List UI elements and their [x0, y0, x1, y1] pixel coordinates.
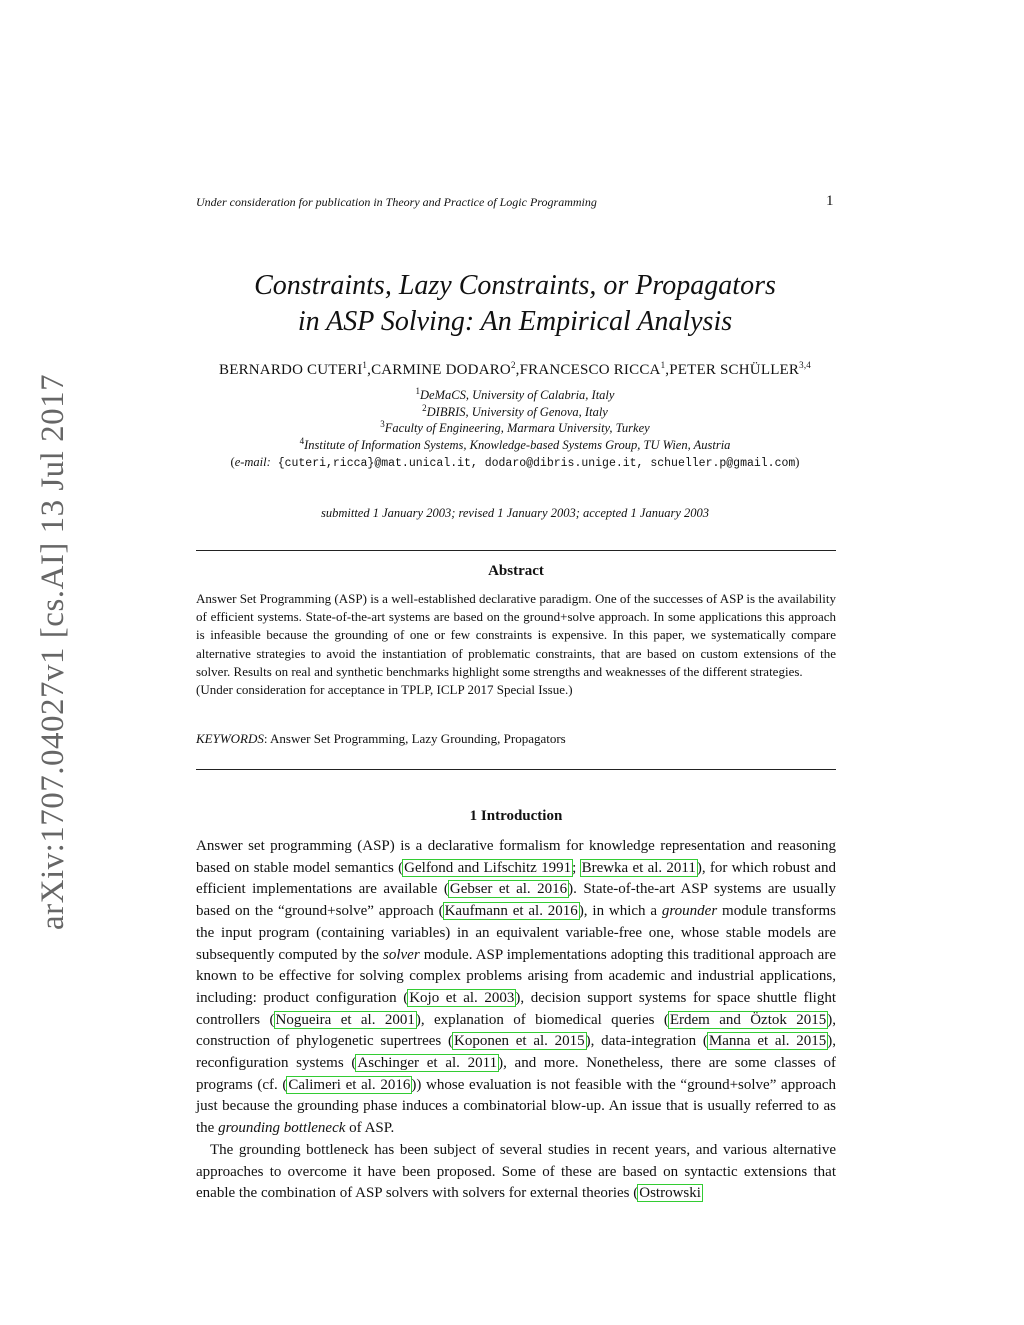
- emphasis: solver: [383, 946, 420, 963]
- citation-link[interactable]: Gebser et al. 2016: [449, 881, 568, 898]
- affiliation-text: DIBRIS, University of Genova, Italy: [426, 405, 608, 419]
- abstract-note: (Under consideration for acceptance in TPLP, ICLP 2017 Special Issue.): [196, 682, 573, 698]
- email-addresses: {cuteri,ricca}@mat.unical.it, dodaro@dibris.unige.it, schueller.p@gmail.com: [270, 457, 796, 470]
- citation-link[interactable]: Aschinger et al. 2011: [357, 1055, 498, 1072]
- body-text: [196, 836, 836, 1205]
- affiliation: [150, 402, 880, 420]
- affiliation-text: Institute of Information Systems, Knowledge-based Systems Group, TU Wien, Austria: [304, 438, 731, 452]
- text-run: module transforms the input program (containing variables) in an equivalent variable-free one, whose stable models are subsequently computed by the: [196, 903, 837, 963]
- text-run: of ASP.: [345, 1120, 395, 1137]
- text-run: ), and more. Nonetheless, there are some classes of programs (cf. (: [196, 1055, 836, 1093]
- arxiv-stamp: arXiv:1707.04027v1 [cs.AI] 13 Jul 2017: [35, 373, 71, 930]
- text-run: Answer set programming (ASP) is a declarative formalism for knowledge representation and reasoning based on stable model semantics (: [196, 838, 836, 876]
- paragraph-2: [196, 1140, 836, 1205]
- paper-title-line2: in ASP Solving: An Empirical Analysis: [297, 306, 733, 337]
- abstract-body: [196, 590, 836, 699]
- email-line: [150, 455, 880, 470]
- text-run: module. ASP implementations adopting this traditional approach are known to be effective for solving complex problems arising from academic and industrial applications, including: product configuration (: [196, 946, 836, 1006]
- affiliation-text: DeMaCS, University of Calabria, Italy: [420, 388, 615, 402]
- abstract-text: Answer Set Programming (ASP) is a well-established declarative paradigm. One of the successes of ASP is the availability of efficient systems. State-of-the-art systems are based on the ground+solve approach. In some applications this approach is infeasible because the grounding of one or few constraints is expensive. In this paper, we systematically compare alternative strategies to avoid the instantiation of problematic constraints, that are based on custom extensions of the solver. Results on real and synthetic benchmarks highlight some strengths and weaknesses of the different strategies.: [196, 591, 836, 679]
- text-run: ), reconfiguration systems (: [196, 1033, 837, 1072]
- citation-link[interactable]: Kojo et al. 2003: [409, 989, 515, 1006]
- author-name: ,PETER SCHÜLLER: [665, 362, 800, 378]
- affiliation: [150, 385, 880, 403]
- author-list: [150, 362, 880, 379]
- citation-link[interactable]: Brewka et al. 2011: [581, 859, 696, 876]
- author-name: ,CARMINE DODARO: [367, 362, 511, 378]
- citation-link[interactable]: Calimeri et al. 2016: [288, 1076, 411, 1093]
- text-run: The grounding bottleneck has been subject of several studies in recent years, and various alternative approaches to overcome it have been proposed. Some of these are based on syntactic extensions that enable the combination of ASP solvers with solvers for external theories (: [196, 1141, 836, 1202]
- citation-link[interactable]: Nogueira et al. 2001: [275, 1011, 415, 1028]
- emphasis: grounding bottleneck: [218, 1120, 346, 1137]
- section-heading: 1 Introduction: [469, 808, 563, 824]
- affiliation-sup: 1: [415, 385, 421, 396]
- paragraph-1: [196, 836, 836, 1140]
- citation-link[interactable]: Gelfond and Lifschitz 1991: [404, 859, 572, 876]
- text-run: ;: [572, 859, 581, 876]
- keywords: [196, 731, 836, 747]
- author-sup: 3,4: [799, 360, 811, 370]
- emphasis: grounder: [661, 903, 718, 920]
- author-name: ,FRANCESCO RICCA: [515, 362, 661, 378]
- page-number: 1: [826, 193, 834, 209]
- text-run: ), in which a: [578, 903, 662, 920]
- paper-title-line1: Constraints, Lazy Constraints, or Propagators: [254, 270, 776, 301]
- citation-link[interactable]: Koponen et al. 2015: [453, 1033, 585, 1050]
- submission-dates: submitted 1 January 2003; revised 1 January 2003; accepted 1 January 2003: [321, 506, 709, 520]
- email-paren-open: (: [230, 455, 235, 469]
- bottom-rule: [196, 769, 836, 770]
- author-sup: 1: [660, 360, 666, 370]
- text-run: ), data-integration (: [585, 1033, 708, 1050]
- email-paren-close: ): [795, 455, 800, 469]
- author-sup: 2: [510, 360, 516, 370]
- text-run: ), construction of phylogenetic supertrees (: [196, 1011, 836, 1050]
- keywords-label: KEYWORDS: [196, 731, 264, 746]
- email-label: e-mail:: [234, 455, 271, 469]
- author-name: BERNARDO CUTERI: [219, 362, 363, 378]
- citation-link[interactable]: Kaufmann et al. 2016: [444, 903, 578, 920]
- affiliation-sup: 4: [299, 435, 305, 446]
- text-run: ). State-of-the-art ASP systems are usually based on the “ground+solve” approach (: [196, 881, 836, 920]
- citation-link[interactable]: Erdem and Öztok 2015: [669, 1011, 827, 1028]
- affiliation: [150, 435, 880, 453]
- text-run: ), for which robust and efficient implementations are available (: [196, 859, 837, 898]
- text-run: )) whose evaluation is not feasible with the “ground+solve” approach just because the grounding phase induces a combinatorial blow-up. An issue that is usually referred to as the: [196, 1076, 837, 1137]
- running-head: Under consideration for publication in Theory and Practice of Logic Programming: [196, 195, 597, 209]
- affiliation-sup: 3: [380, 418, 385, 429]
- affiliation-text: Faculty of Engineering, Marmara University, Turkey: [384, 421, 650, 435]
- citation-link[interactable]: Ostrowski: [639, 1185, 701, 1202]
- keywords-list: : Answer Set Programming, Lazy Grounding, Propagators: [263, 731, 566, 746]
- text-run: ), explanation of biomedical queries (: [415, 1011, 669, 1028]
- citation-link[interactable]: Manna et al. 2015: [708, 1033, 827, 1050]
- affiliation: [150, 418, 880, 436]
- affiliation-sup: 2: [422, 402, 427, 413]
- top-rule: [196, 550, 836, 551]
- text-run: ), decision support systems for space shuttle flight controllers (: [196, 989, 836, 1028]
- abstract-heading: Abstract: [488, 563, 544, 579]
- author-sup: 1: [362, 360, 368, 370]
